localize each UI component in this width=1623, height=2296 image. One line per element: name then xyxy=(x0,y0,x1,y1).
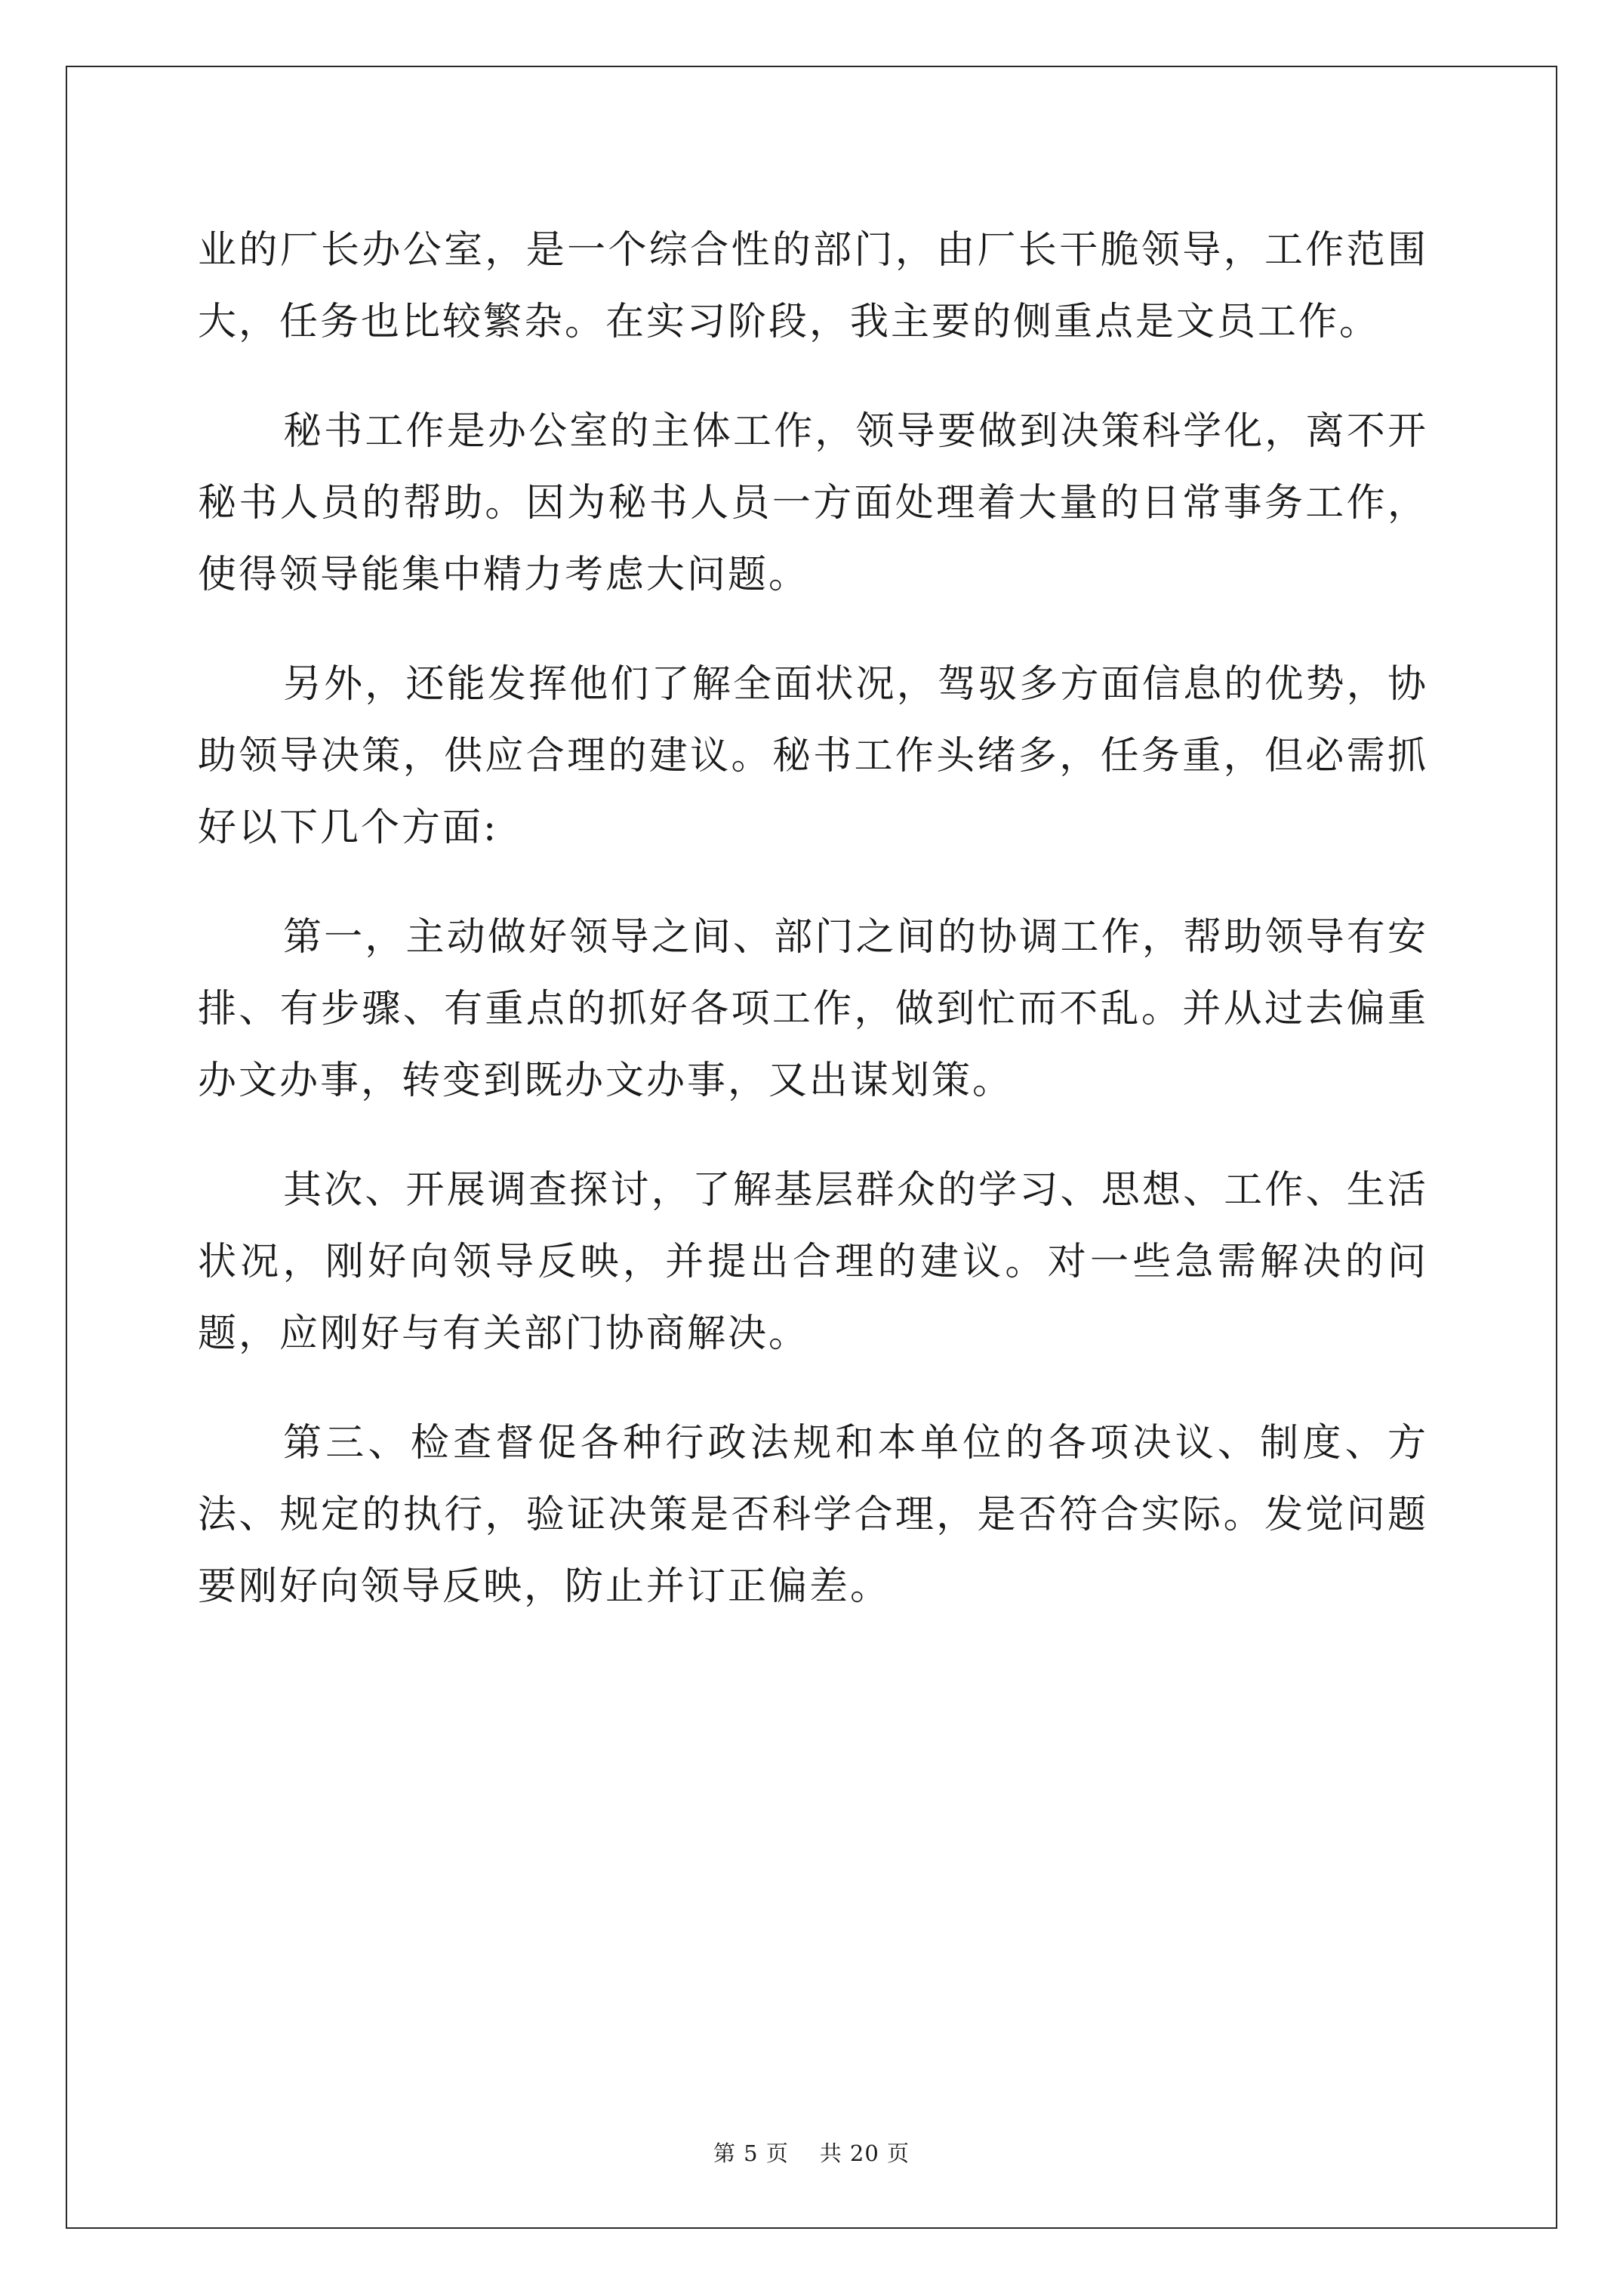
paragraph-4: 第一，主动做好领导之间、部门之间的协调工作，帮助领导有安排、有步骤、有重点的抓好各项工作，做到忙而不乱。并从过去偏重办文办事，转变到既办文办事，又出谋划策。 xyxy=(198,915,1428,1103)
paragraph-3: 另外，还能发挥他们了解全面状况，驾驭多方面信息的优势，协助领导决策，供应合理的建议。秘书工作头绪多，任务重，但必需抓好以下几个方面: xyxy=(198,662,1428,850)
paragraph-6: 第三、检查督促各种行政法规和本单位的各项决议、制度、方法、规定的执行，验证决策是否科学合理，是否符合实际。发觉问题要刚好向领导反映，防止并订正偏差。 xyxy=(198,1421,1428,1609)
paragraph-2: 秘书工作是办公室的主体工作，领导要做到决策科学化，离不开秘书人员的帮助。因为秘书人员一方面处理着大量的日常事务工作，使得领导能集中精力考虑大问题。 xyxy=(198,409,1428,597)
page-footer xyxy=(0,2138,1623,2168)
page-number: 第 5 页 xyxy=(713,2140,789,2166)
page-total: 共 20 页 xyxy=(819,2140,910,2166)
paragraph-1: 业的厂长办公室，是一个综合性的部门，由厂长干脆领导，工作范围大，任务也比较繁杂。在实习阶段，我主要的侧重点是文员工作。 xyxy=(198,228,1428,344)
document-body xyxy=(198,214,1428,1660)
paragraph-5: 其次、开展调查探讨，了解基层群众的学习、思想、工作、生活状况，刚好向领导反映，并提出合理的建议。对一些急需解决的问题，应刚好与有关部门协商解决。 xyxy=(198,1168,1428,1356)
